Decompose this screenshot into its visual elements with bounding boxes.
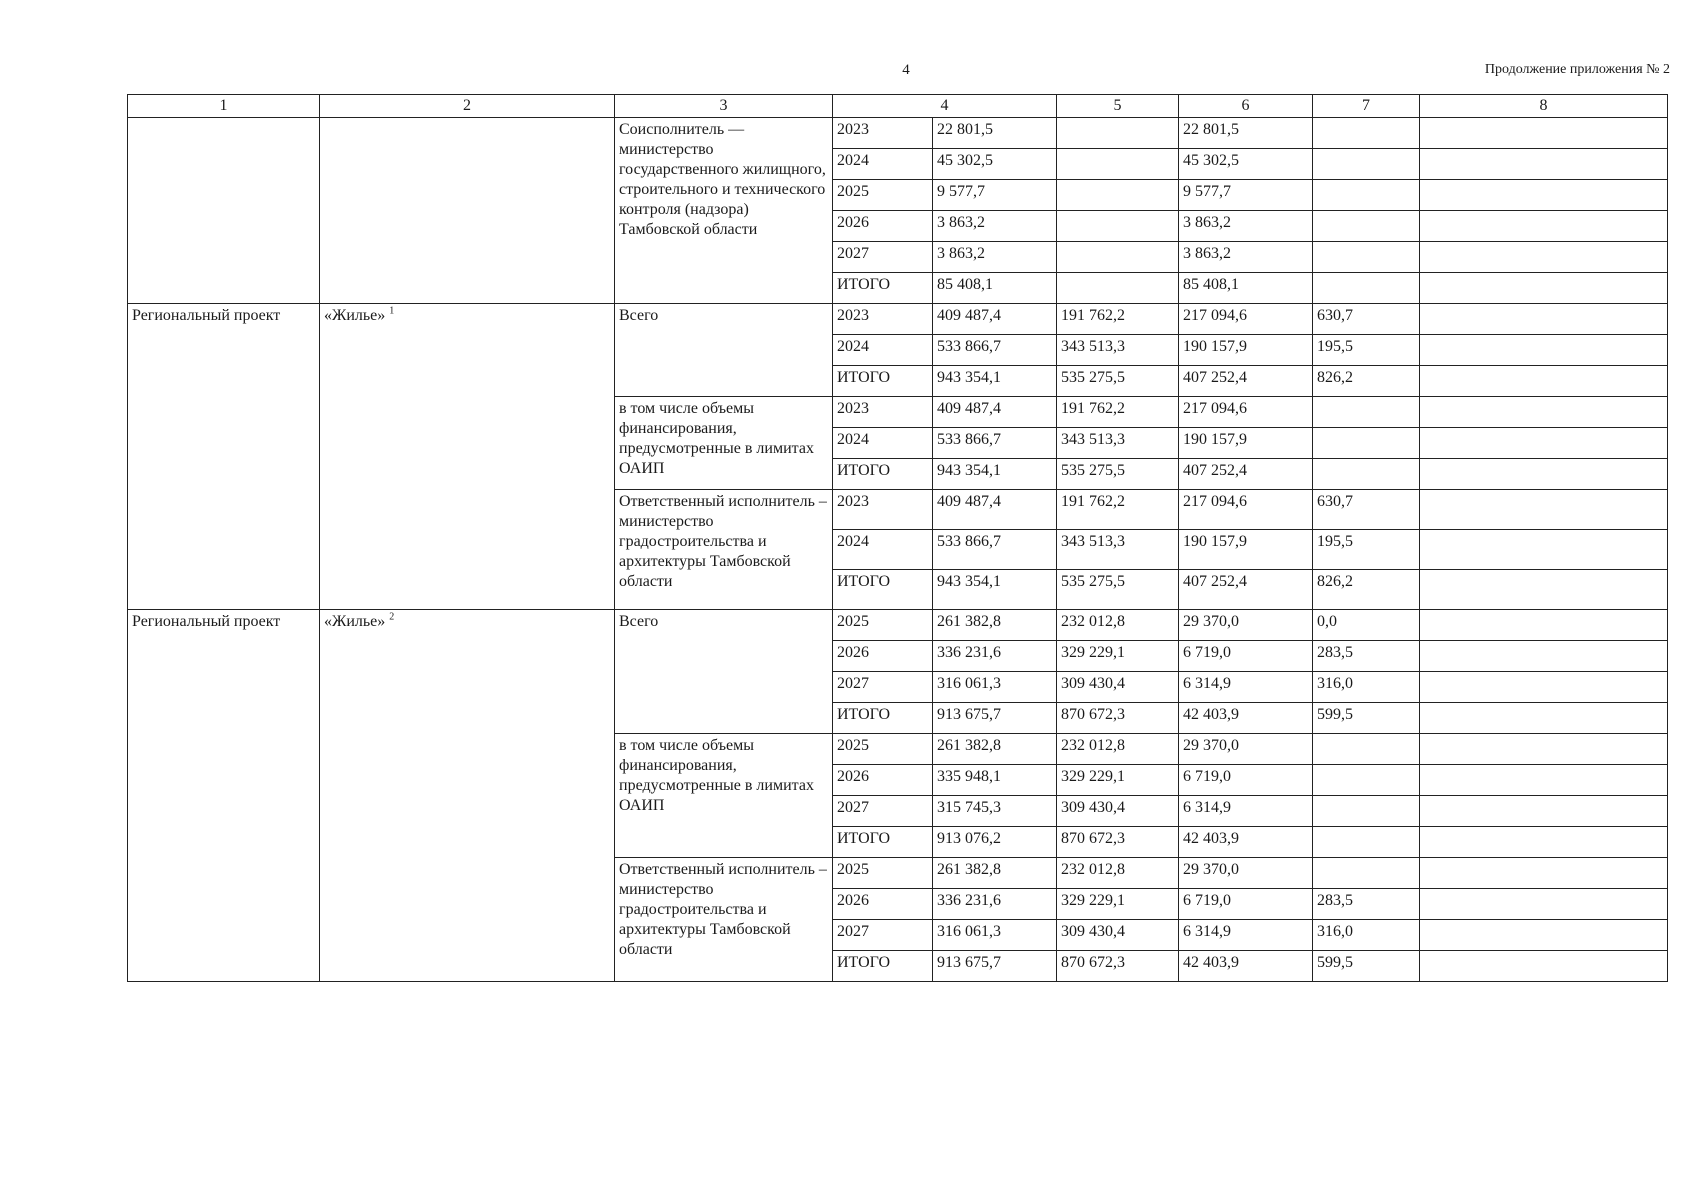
value-col8 xyxy=(1420,827,1668,858)
year-cell: 2026 xyxy=(833,889,933,920)
value-col6: 6 719,0 xyxy=(1179,889,1313,920)
value-col5: 343 513,3 xyxy=(1057,428,1179,459)
value-col6: 217 094,6 xyxy=(1179,397,1313,428)
value-col8 xyxy=(1420,304,1668,335)
column-header: 1 xyxy=(128,95,320,118)
type-cell xyxy=(128,118,320,304)
year-cell: ИТОГО xyxy=(833,366,933,397)
value-col7 xyxy=(1313,428,1420,459)
financing-table xyxy=(127,94,1668,982)
project-name-text: «Жилье» xyxy=(324,613,386,630)
value-col4: 315 745,3 xyxy=(933,796,1057,827)
column-header: 3 xyxy=(615,95,833,118)
value-col5: 343 513,3 xyxy=(1057,335,1179,366)
group-label: в том числе объемы финансирования, предусмотренные в лимитах ОАИП xyxy=(615,397,833,490)
value-col8 xyxy=(1420,641,1668,672)
value-col6: 407 252,4 xyxy=(1179,570,1313,610)
value-col5: 870 672,3 xyxy=(1057,827,1179,858)
value-col5: 309 430,4 xyxy=(1057,920,1179,951)
value-col6: 407 252,4 xyxy=(1179,459,1313,490)
group-label: Ответственный исполнитель – министерство градостроительства и архитектуры Тамбовской области xyxy=(615,490,833,610)
value-col7 xyxy=(1313,796,1420,827)
value-col5 xyxy=(1057,242,1179,273)
column-header: 7 xyxy=(1313,95,1420,118)
value-col6: 6 719,0 xyxy=(1179,641,1313,672)
value-col6: 217 094,6 xyxy=(1179,304,1313,335)
name-cell xyxy=(320,118,615,304)
page-caption: Продолжение приложения № 2 xyxy=(1484,62,1670,77)
value-col6: 6 314,9 xyxy=(1179,672,1313,703)
year-cell: 2024 xyxy=(833,530,933,570)
year-cell: 2023 xyxy=(833,304,933,335)
column-header: 4 xyxy=(833,95,1057,118)
year-cell: 2026 xyxy=(833,765,933,796)
value-col6: 85 408,1 xyxy=(1179,273,1313,304)
value-col5: 870 672,3 xyxy=(1057,703,1179,734)
value-col7: 283,5 xyxy=(1313,889,1420,920)
value-col4: 409 487,4 xyxy=(933,304,1057,335)
year-cell: 2027 xyxy=(833,920,933,951)
value-col6: 29 370,0 xyxy=(1179,858,1313,889)
project-name xyxy=(320,610,615,982)
column-header: 6 xyxy=(1179,95,1313,118)
group-label: Ответственный исполнитель – министерство градостроительства и архитектуры Тамбовской области xyxy=(615,858,833,982)
year-cell: ИТОГО xyxy=(833,703,933,734)
value-col4: 913 675,7 xyxy=(933,951,1057,982)
value-col5: 191 762,2 xyxy=(1057,304,1179,335)
footnote-marker: 1 xyxy=(389,305,395,317)
value-col6: 22 801,5 xyxy=(1179,118,1313,149)
value-col8 xyxy=(1420,610,1668,641)
value-col5 xyxy=(1057,273,1179,304)
value-col5 xyxy=(1057,211,1179,242)
value-col7: 599,5 xyxy=(1313,951,1420,982)
year-cell: 2027 xyxy=(833,242,933,273)
value-col7: 599,5 xyxy=(1313,703,1420,734)
value-col6: 29 370,0 xyxy=(1179,610,1313,641)
column-header: 5 xyxy=(1057,95,1179,118)
value-col5: 191 762,2 xyxy=(1057,397,1179,428)
value-col7: 195,5 xyxy=(1313,530,1420,570)
value-col4: 533 866,7 xyxy=(933,428,1057,459)
value-col7 xyxy=(1313,273,1420,304)
column-header: 8 xyxy=(1420,95,1668,118)
group-label: Всего xyxy=(615,304,833,397)
value-col4: 943 354,1 xyxy=(933,570,1057,610)
value-col7 xyxy=(1313,397,1420,428)
value-col8 xyxy=(1420,459,1668,490)
value-col6: 217 094,6 xyxy=(1179,490,1313,530)
value-col8 xyxy=(1420,672,1668,703)
year-cell: 2027 xyxy=(833,672,933,703)
year-cell: 2024 xyxy=(833,428,933,459)
value-col8 xyxy=(1420,920,1668,951)
value-col7 xyxy=(1313,734,1420,765)
value-col5 xyxy=(1057,180,1179,211)
value-col8 xyxy=(1420,149,1668,180)
project-type: Региональный проект xyxy=(128,610,320,982)
page-number: 4 xyxy=(902,62,910,78)
value-col5: 232 012,8 xyxy=(1057,858,1179,889)
value-col4: 316 061,3 xyxy=(933,672,1057,703)
footnote-marker: 2 xyxy=(389,611,395,623)
value-col8 xyxy=(1420,428,1668,459)
value-col4: 45 302,5 xyxy=(933,149,1057,180)
value-col8 xyxy=(1420,273,1668,304)
value-col4: 3 863,2 xyxy=(933,211,1057,242)
group-label: Соисполнитель — министерство государственного жилищного, строительного и технического контроля (надзора) Тамбовской области xyxy=(615,118,833,304)
year-cell: ИТОГО xyxy=(833,827,933,858)
value-col7: 630,7 xyxy=(1313,304,1420,335)
value-col5: 232 012,8 xyxy=(1057,610,1179,641)
value-col6: 190 157,9 xyxy=(1179,530,1313,570)
value-col5 xyxy=(1057,149,1179,180)
project-type: Региональный проект xyxy=(128,304,320,610)
value-col8 xyxy=(1420,951,1668,982)
value-col6: 190 157,9 xyxy=(1179,335,1313,366)
value-col6: 6 314,9 xyxy=(1179,920,1313,951)
value-col4: 409 487,4 xyxy=(933,490,1057,530)
value-col5: 535 275,5 xyxy=(1057,366,1179,397)
value-col6: 42 403,9 xyxy=(1179,951,1313,982)
year-cell: ИТОГО xyxy=(833,459,933,490)
value-col5: 329 229,1 xyxy=(1057,765,1179,796)
value-col7 xyxy=(1313,118,1420,149)
value-col4: 533 866,7 xyxy=(933,335,1057,366)
year-cell: 2023 xyxy=(833,397,933,428)
value-col8 xyxy=(1420,765,1668,796)
value-col4: 913 675,7 xyxy=(933,703,1057,734)
value-col5: 535 275,5 xyxy=(1057,570,1179,610)
column-number-row xyxy=(128,95,1668,118)
value-col7 xyxy=(1313,211,1420,242)
value-col5: 191 762,2 xyxy=(1057,490,1179,530)
value-col4: 316 061,3 xyxy=(933,920,1057,951)
table-body xyxy=(128,118,1668,982)
value-col6: 3 863,2 xyxy=(1179,242,1313,273)
value-col5: 232 012,8 xyxy=(1057,734,1179,765)
year-cell: ИТОГО xyxy=(833,273,933,304)
value-col7: 826,2 xyxy=(1313,570,1420,610)
value-col4: 261 382,8 xyxy=(933,734,1057,765)
value-col4: 943 354,1 xyxy=(933,366,1057,397)
value-col7: 316,0 xyxy=(1313,920,1420,951)
year-cell: ИТОГО xyxy=(833,570,933,610)
year-cell: 2024 xyxy=(833,149,933,180)
value-col5: 535 275,5 xyxy=(1057,459,1179,490)
value-col6: 9 577,7 xyxy=(1179,180,1313,211)
value-col4: 409 487,4 xyxy=(933,397,1057,428)
project-name xyxy=(320,304,615,610)
group-label: Всего xyxy=(615,610,833,734)
value-col8 xyxy=(1420,570,1668,610)
value-col8 xyxy=(1420,796,1668,827)
value-col8 xyxy=(1420,242,1668,273)
value-col7: 630,7 xyxy=(1313,490,1420,530)
value-col6: 45 302,5 xyxy=(1179,149,1313,180)
value-col4: 533 866,7 xyxy=(933,530,1057,570)
value-col6: 407 252,4 xyxy=(1179,366,1313,397)
value-col8 xyxy=(1420,889,1668,920)
table-row xyxy=(128,118,1668,149)
value-col5: 343 513,3 xyxy=(1057,530,1179,570)
group-label: в том числе объемы финансирования, предусмотренные в лимитах ОАИП xyxy=(615,734,833,858)
value-col5: 309 430,4 xyxy=(1057,796,1179,827)
value-col4: 913 076,2 xyxy=(933,827,1057,858)
value-col8 xyxy=(1420,530,1668,570)
value-col8 xyxy=(1420,211,1668,242)
value-col8 xyxy=(1420,734,1668,765)
value-col6: 190 157,9 xyxy=(1179,428,1313,459)
value-col6: 6 314,9 xyxy=(1179,796,1313,827)
value-col6: 42 403,9 xyxy=(1179,703,1313,734)
value-col8 xyxy=(1420,703,1668,734)
value-col6: 29 370,0 xyxy=(1179,734,1313,765)
value-col8 xyxy=(1420,335,1668,366)
value-col7 xyxy=(1313,827,1420,858)
value-col7 xyxy=(1313,459,1420,490)
value-col4: 335 948,1 xyxy=(933,765,1057,796)
value-col4: 943 354,1 xyxy=(933,459,1057,490)
value-col5: 329 229,1 xyxy=(1057,889,1179,920)
value-col8 xyxy=(1420,366,1668,397)
value-col5: 309 430,4 xyxy=(1057,672,1179,703)
year-cell: 2024 xyxy=(833,335,933,366)
value-col7: 316,0 xyxy=(1313,672,1420,703)
value-col6: 42 403,9 xyxy=(1179,827,1313,858)
year-cell: 2025 xyxy=(833,610,933,641)
value-col4: 3 863,2 xyxy=(933,242,1057,273)
value-col7: 0,0 xyxy=(1313,610,1420,641)
value-col7 xyxy=(1313,765,1420,796)
value-col4: 336 231,6 xyxy=(933,641,1057,672)
value-col4: 9 577,7 xyxy=(933,180,1057,211)
value-col4: 85 408,1 xyxy=(933,273,1057,304)
value-col8 xyxy=(1420,397,1668,428)
project-name-text: «Жилье» xyxy=(324,307,386,324)
value-col7 xyxy=(1313,180,1420,211)
value-col5 xyxy=(1057,118,1179,149)
value-col4: 261 382,8 xyxy=(933,858,1057,889)
value-col8 xyxy=(1420,180,1668,211)
value-col6: 6 719,0 xyxy=(1179,765,1313,796)
value-col5: 329 229,1 xyxy=(1057,641,1179,672)
year-cell: 2025 xyxy=(833,180,933,211)
year-cell: ИТОГО xyxy=(833,951,933,982)
value-col8 xyxy=(1420,858,1668,889)
table-row xyxy=(128,610,1668,641)
year-cell: 2026 xyxy=(833,211,933,242)
value-col4: 22 801,5 xyxy=(933,118,1057,149)
table-row xyxy=(128,304,1668,335)
value-col7 xyxy=(1313,242,1420,273)
value-col4: 261 382,8 xyxy=(933,610,1057,641)
value-col5: 870 672,3 xyxy=(1057,951,1179,982)
year-cell: 2023 xyxy=(833,118,933,149)
year-cell: 2026 xyxy=(833,641,933,672)
year-cell: 2023 xyxy=(833,490,933,530)
value-col7: 283,5 xyxy=(1313,641,1420,672)
value-col8 xyxy=(1420,118,1668,149)
value-col7: 826,2 xyxy=(1313,366,1420,397)
year-cell: 2025 xyxy=(833,858,933,889)
value-col7: 195,5 xyxy=(1313,335,1420,366)
value-col6: 3 863,2 xyxy=(1179,211,1313,242)
value-col4: 336 231,6 xyxy=(933,889,1057,920)
value-col7 xyxy=(1313,858,1420,889)
year-cell: 2027 xyxy=(833,796,933,827)
value-col8 xyxy=(1420,490,1668,530)
column-header: 2 xyxy=(320,95,615,118)
value-col7 xyxy=(1313,149,1420,180)
year-cell: 2025 xyxy=(833,734,933,765)
